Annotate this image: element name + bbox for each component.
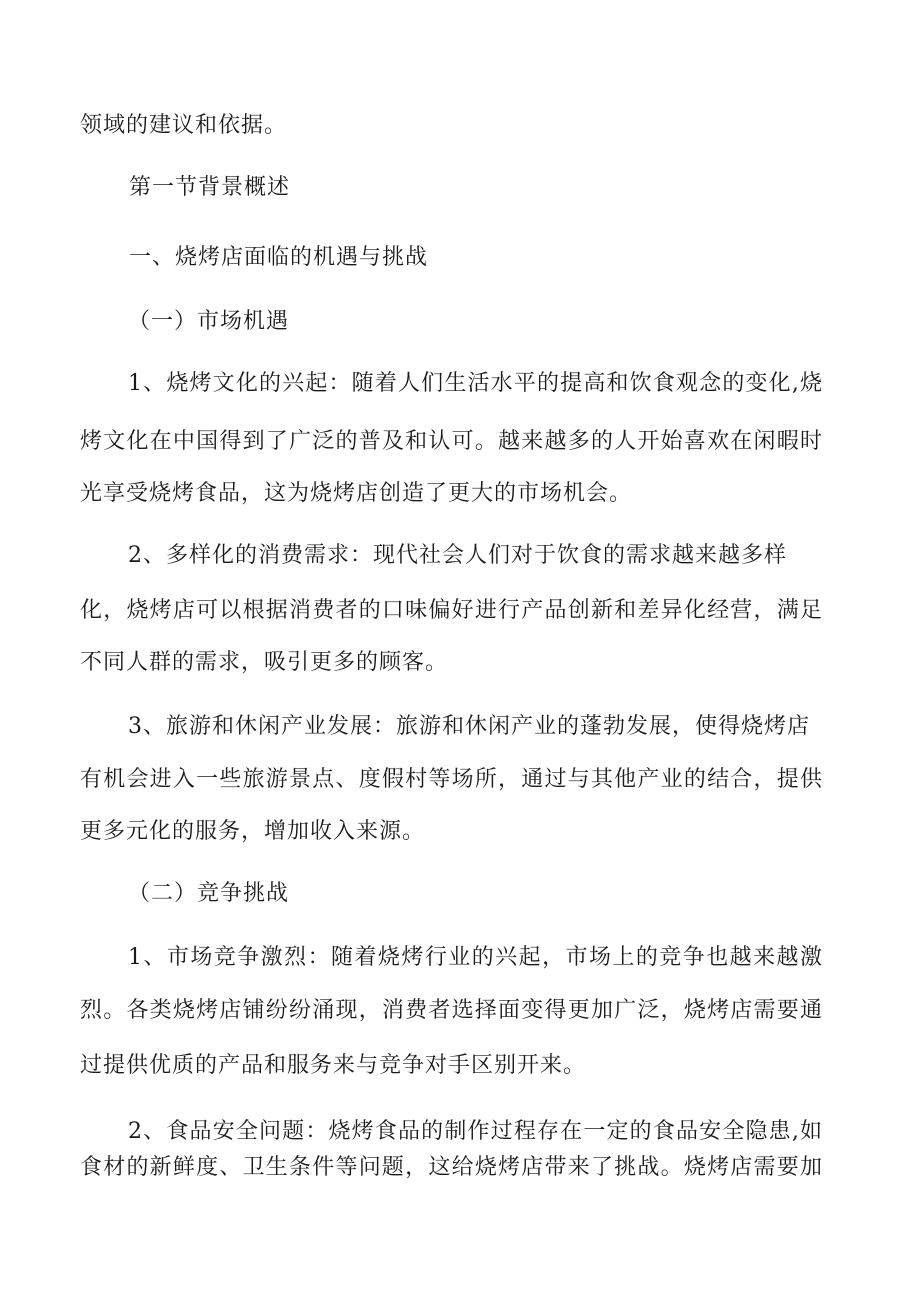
paragraph-line: 食材的新鲜度、卫生条件等问题，这给烧烤店带来了挑战。烧烤店需要加	[80, 1155, 822, 1180]
paragraph-line: 更多元化的服务，增加收入来源。	[80, 819, 426, 844]
paragraph-line: 烈。各类烧烤店铺纷纷涌现，消费者选择面变得更加广泛，烧烤店需要通	[80, 998, 822, 1023]
paragraph-line: 2、多样化的消费需求：现代社会人们对于饮食的需求越来越多样	[128, 543, 787, 568]
subsection-heading: 一、烧烤店面临的机遇与挑战	[129, 245, 429, 270]
paragraph-line: 烤文化在中国得到了广泛的普及和认可。越来越多的人开始喜欢在闲暇时	[80, 429, 822, 454]
paragraph-line: 有机会进入一些旅游景点、度假村等场所，通过与其他产业的结合，提供	[80, 767, 822, 792]
paragraph-line: 1、市场竞争激烈：随着烧烤行业的兴起，市场上的竞争也越来越激	[128, 945, 822, 970]
paragraph-line: 光享受烧烤食品，这为烧烤店创造了更大的市场机会。	[80, 481, 633, 506]
paragraph-line: 领域的建议和依据。	[80, 113, 288, 138]
paragraph-line: 不同人群的需求，吸引更多的顾客。	[80, 650, 449, 675]
paragraph-line: 过提供优质的产品和服务来与竞争对手区别开来。	[80, 1053, 587, 1078]
category-heading: （二）竞争挑战	[128, 881, 290, 906]
paragraph-line: 1、烧烤文化的兴起：随着人们生活水平的提高和饮食观念的变化,烧	[128, 371, 822, 396]
section-heading: 第一节背景概述	[129, 175, 291, 200]
paragraph-line: 3、旅游和休闲产业发展：旅游和休闲产业的蓬勃发展，使得烧烤店	[128, 714, 810, 739]
paragraph-line: 2、食品安全问题：烧烤食品的制作过程存在一定的食品安全隐患,如	[128, 1119, 822, 1144]
category-heading: （一）市场机遇	[128, 309, 290, 334]
paragraph-line: 化，烧烤店可以根据消费者的口味偏好进行产品创新和差异化经营，满足	[80, 598, 822, 623]
